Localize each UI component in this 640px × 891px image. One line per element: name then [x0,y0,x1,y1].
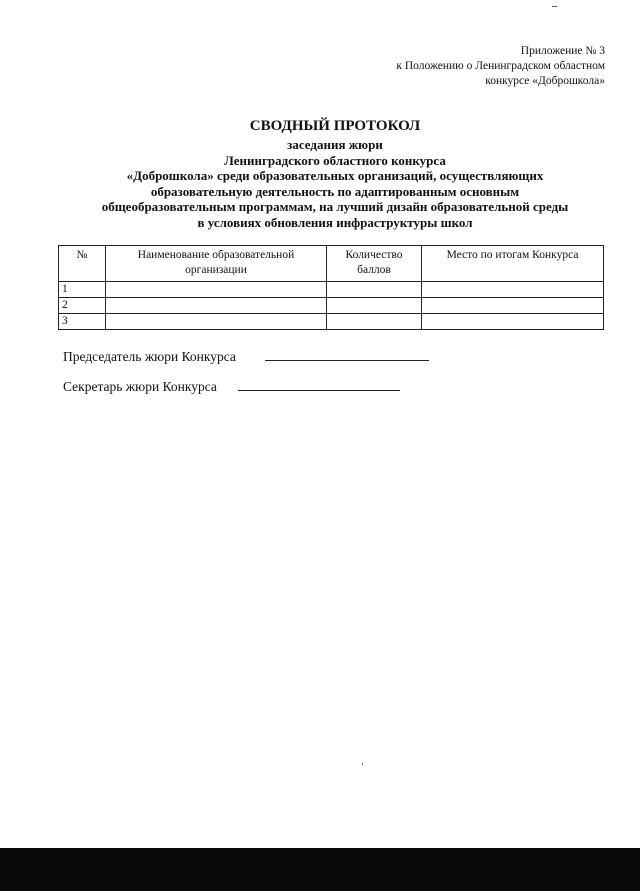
row-score [327,298,422,314]
header-organization: Наименование образовательной организации [106,246,327,282]
row-place [422,282,604,298]
row-score [327,314,422,330]
row-number: 2 [59,298,106,314]
title-line: заседания жюри [287,137,383,152]
document-title: СВОДНЫЙ ПРОТОКОЛ [249,118,421,134]
row-number: 3 [59,314,106,330]
row-place [422,314,604,330]
row-score [327,282,422,298]
table-row [59,282,604,298]
header-number: № [59,246,106,282]
chairman-signature [63,349,429,365]
table-row [59,314,604,330]
secretary-signature-line [238,390,400,391]
protocol-title [40,117,630,230]
row-organization [106,282,327,298]
secretary-label: Секретарь жюри Конкурса [63,379,217,394]
row-organization [106,298,327,314]
title-line: в условиях обновления инфраструктуры школ [197,214,473,230]
chairman-label: Председатель жюри Конкурса [63,349,236,364]
appendix-line-3: конкурсе «Доброшкола» [485,75,605,87]
scan-speck [552,6,557,7]
secretary-signature [63,379,400,395]
header-place: Место по итогам Конкурса [422,246,604,282]
scan-border [0,848,640,891]
title-line: «Доброшкола» среди образовательных организаций, осуществляющих [126,168,544,183]
results-table [58,245,604,330]
title-line: общеобразовательным программам, на лучший дизайн образовательной среды [101,199,569,214]
appendix-line-1: Приложение № 3 [520,45,605,57]
title-line: Ленинградского областного конкурса [224,152,446,168]
header-score: Количество баллов [327,246,422,282]
appendix-note [396,44,605,89]
table-row [59,298,604,314]
row-organization [106,314,327,330]
chairman-signature-line [265,360,429,361]
appendix-line-2: к Положению о Ленинградском областном [396,60,605,72]
row-number: 1 [59,282,106,298]
row-place [422,298,604,314]
table-header-row [59,246,604,282]
title-line: образовательную деятельность по адаптированным основным [150,183,520,199]
scan-speck [362,763,363,765]
